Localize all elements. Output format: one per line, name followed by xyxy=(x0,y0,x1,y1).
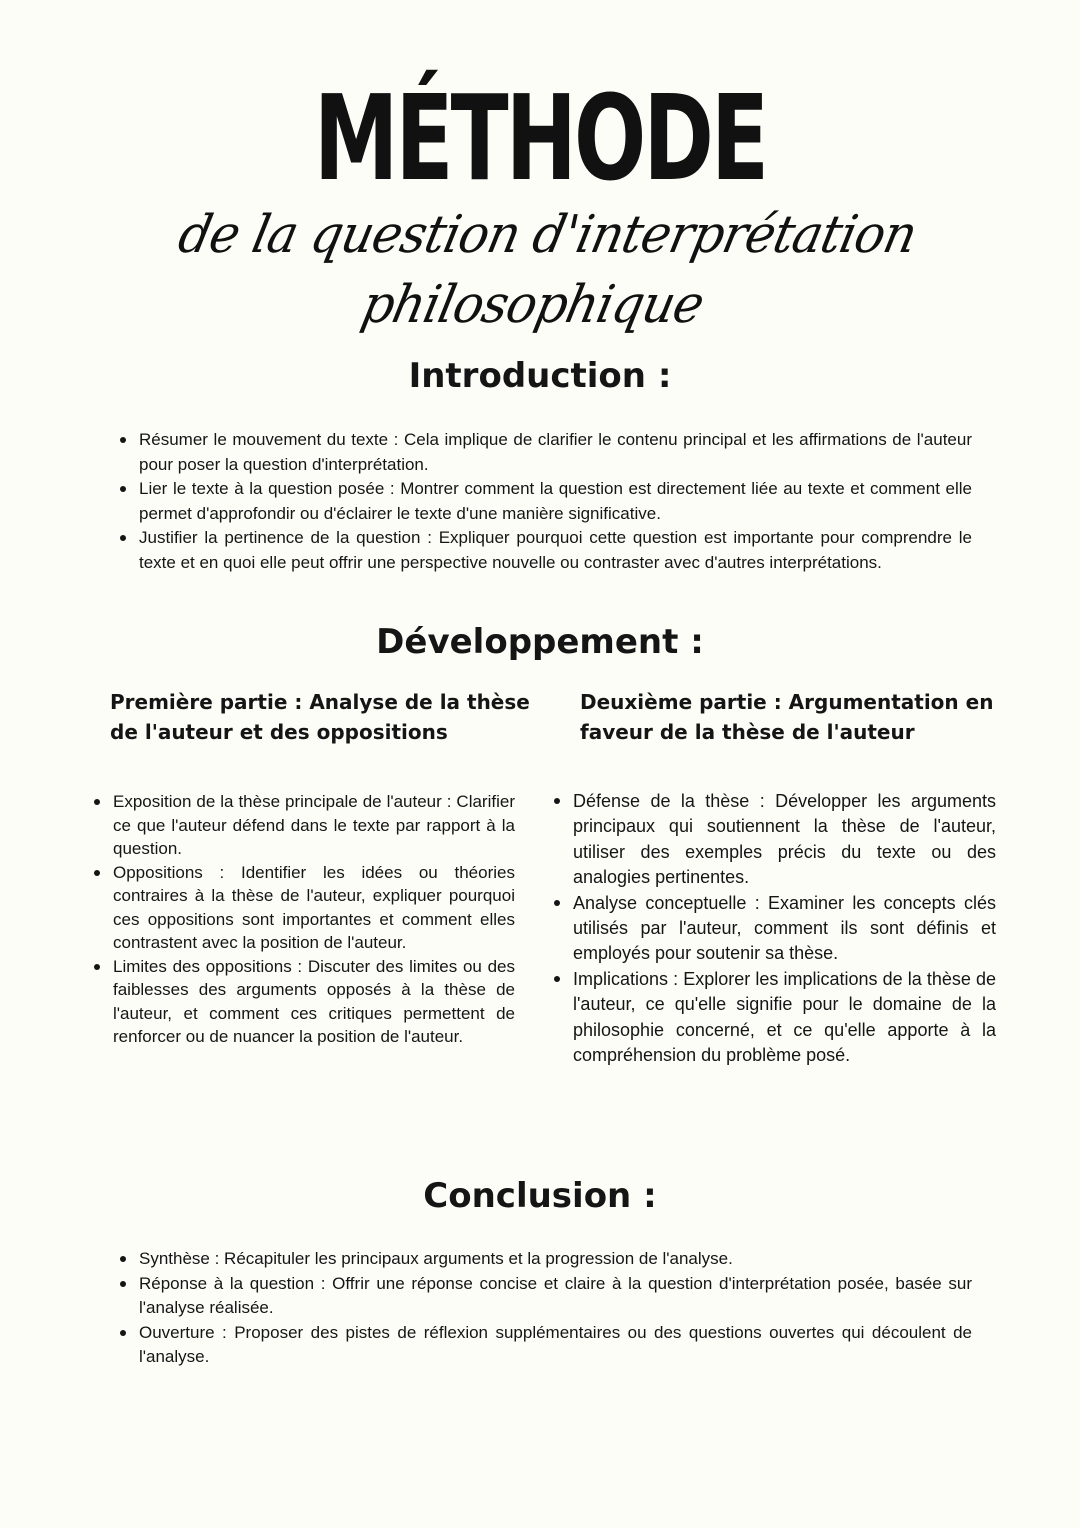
list-item: Défense de la thèse : Développer les arguments principaux qui soutiennent la thèse de l'auteur, utiliser des exemples précis du texte ou des analogies pertinentes. xyxy=(551,789,996,891)
page-subtitle: de la question d'interprétation philosophique xyxy=(173,205,922,335)
list-item: Exposition de la thèse principale de l'auteur : Clarifier ce que l'auteur défend dans le texte par rapport à la question. xyxy=(91,790,515,861)
part2-list xyxy=(551,789,996,1068)
list-item: Oppositions : Identifier les idées ou théories contraires à la thèse de l'auteur, expliquer pourquoi ces oppositions sont importantes et comment elles contrastent avec la position de l'auteur. xyxy=(91,861,515,955)
list-item: Lier le texte à la question posée : Montrer comment la question est directement liée au texte et comment elle permet d'approfondir ou d'éclairer le texte d'une manière significative. xyxy=(117,477,972,526)
conclusion-list xyxy=(117,1247,972,1370)
conclusion-heading: Conclusion : xyxy=(423,1176,657,1216)
list-item: Synthèse : Récapituler les principaux arguments et la progression de l'analyse. xyxy=(117,1247,972,1272)
part2-title: Deuxième partie : Argumentation en faveur de la thèse de l'auteur xyxy=(580,690,994,744)
introduction-heading: Introduction : xyxy=(408,356,672,396)
list-item: Réponse à la question : Offrir une réponse concise et claire à la question d'interprétation posée, basée sur l'analyse réalisée. xyxy=(117,1272,972,1321)
part1-title: Première partie : Analyse de la thèse de l'auteur et des oppositions xyxy=(110,690,530,744)
list-item: Justifier la pertinence de la question : Expliquer pourquoi cette question est importante pour comprendre le texte et en quoi elle peut offrir une perspective nouvelle ou contraster avec d'autres interprétations. xyxy=(117,526,972,575)
list-item: Limites des oppositions : Discuter des limites ou des faiblesses des arguments opposés à la thèse de l'auteur, et comment ces critiques permettent de renforcer ou de nuancer la position de l'auteur. xyxy=(91,955,515,1049)
list-item: Implications : Explorer les implications de la thèse de l'auteur, ce qu'elle signifie pour le domaine de la philosophie concerné, et ce qu'elle apporte à la compréhension du problème posé. xyxy=(551,967,996,1069)
introduction-list xyxy=(117,428,972,575)
list-item: Ouverture : Proposer des pistes de réflexion supplémentaires ou des questions ouvertes qui découlent de l'analyse. xyxy=(117,1321,972,1370)
part1-list xyxy=(91,790,515,1049)
page-title: MÉTHODE xyxy=(313,69,767,207)
list-item: Analyse conceptuelle : Examiner les concepts clés utilisés par l'auteur, comment ils sont définis et employés pour soutenir sa thèse. xyxy=(551,891,996,967)
developpement-heading: Développement : xyxy=(376,622,704,662)
list-item: Résumer le mouvement du texte : Cela implique de clarifier le contenu principal et les affirmations de l'auteur pour poser la question d'interprétation. xyxy=(117,428,972,477)
